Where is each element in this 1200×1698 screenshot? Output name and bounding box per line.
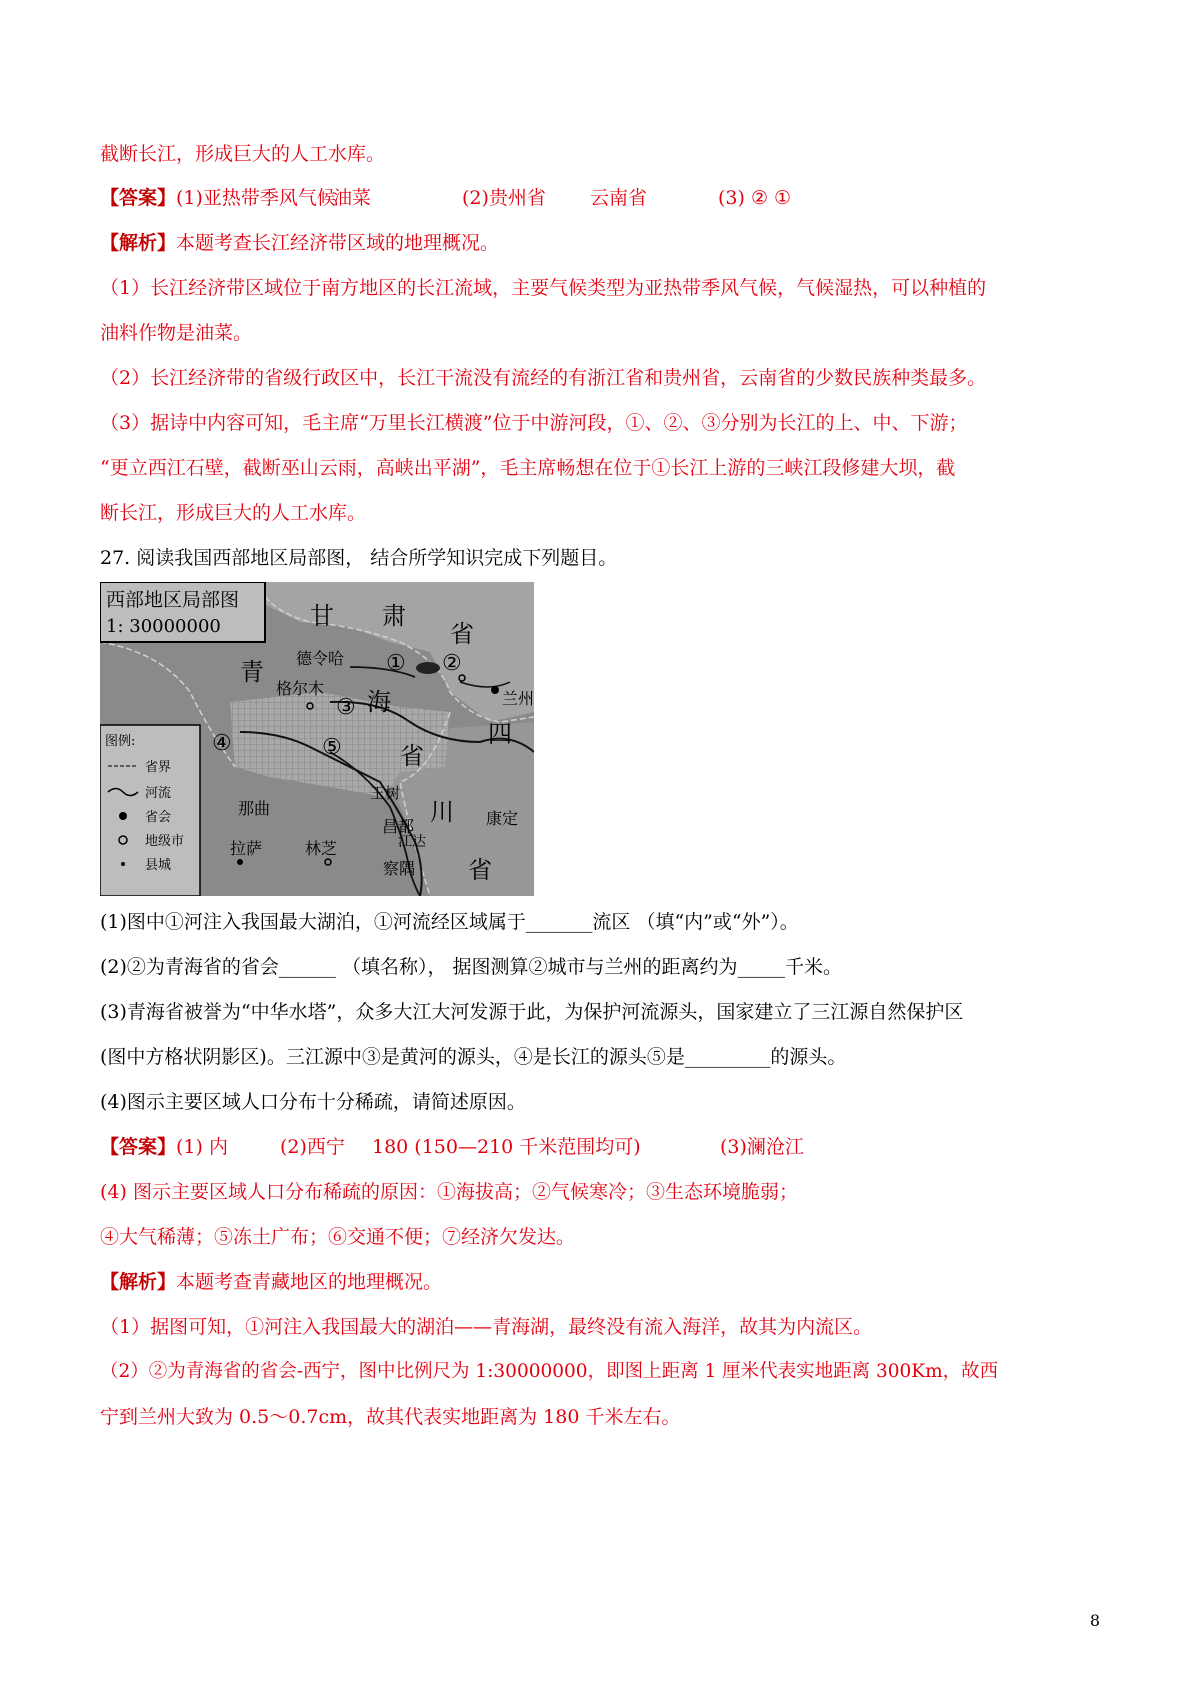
answer-line [100,185,792,211]
text-line [100,1404,680,1430]
paragraph-text: （1）长江经济带区域位于南方地区的长江流域，主要气候类型为亚热带季风气候，气候湿热，可以种植的 [100,277,987,299]
label-yushu: 玉树 [370,784,401,802]
answer-tag: 【答案】 [100,1136,177,1158]
question-text: (3)青海省被誉为“中华水塔”，众多大江大河发源于此，为保护河流源头，国家建立了三江源自然保护区 [100,1001,964,1023]
question-text: (4)图示主要区域人口分布十分稀疏，请简述原因。 [100,1091,526,1113]
label-changdu: 昌都 [382,817,415,836]
text-line [100,500,366,526]
label-si: 四 [488,720,512,748]
answer-text: (1)亚热带季风气候 [176,187,336,209]
label-lasa: 拉萨 [230,839,263,858]
text-line [100,320,252,346]
marker-5: ⑤ [322,735,342,760]
question-text: (图中方格状阴影区)。三江源中③是黄河的源头，④是长江的源头⑤是_________的源头。 [100,1046,847,1068]
explanation-tag: 【解析】 [100,1271,177,1293]
question-27-3 [100,999,963,1025]
explanation-tag: 【解析】 [100,232,177,254]
label-hai: 海 [367,688,391,716]
paragraph-text: 油料作物是油菜。 [100,322,253,344]
question-27-4 [100,1089,526,1115]
qinghai-lake [416,662,440,674]
text-line [100,275,986,301]
label-sheng: 省 [400,742,424,770]
label-geermu: 格尔木 [276,679,325,698]
answer-text: 云南省 [590,187,648,209]
label-delingha: 德令哈 [296,649,345,668]
legend-item: 河流 [145,786,172,801]
text-line [100,1359,998,1385]
answer-line [100,1134,804,1160]
question-27-3-cont [100,1044,846,1070]
marker-4: ④ [212,731,232,756]
label-lanzhou: 兰州 [502,689,534,708]
legend-item: 县城 [145,858,172,873]
paragraph-text: “更立西江石壁，截断巫山云雨，高峡出平湖”，毛主席畅想在位于①长江上游的三峡江段修建大坝，截 [100,457,956,479]
lhasa-marker [237,859,243,865]
lanzhou-marker [491,686,499,694]
label-sheng: 省 [468,856,492,884]
map-scale: 1: 30000000 [106,616,221,637]
text-line [100,1224,575,1250]
paragraph-text: （3）据诗中内容可知，毛主席“万里长江横渡”位于中游河段，①、②、③分别为长江的上、中、下游； [100,412,968,434]
paragraph-text: ④大气稀薄；⑤冻土广布；⑥交通不便；⑦经济欠发达。 [100,1226,576,1248]
western-region-map [100,582,534,896]
question-27-1 [100,909,799,935]
answer-text: (1) 内 [176,1136,228,1158]
text-line [100,410,968,436]
explanation-line [100,230,499,256]
label-gan: 甘 [310,602,334,630]
legend-county-symbol [121,862,125,866]
answer-text: (2)西宁 [280,1136,345,1158]
question-text: (1)图中①河注入我国最大湖泊，①河流经区域属于_______流区 （填“内”或“外”）。 [100,911,799,933]
answer-text: 油菜 [333,187,372,209]
text-line [100,455,955,481]
label-qing: 青 [240,658,264,686]
explanation-text: 本题考查长江经济带区域的地理概况。 [176,232,500,254]
paragraph-text: 宁到兰州大致为 0.5～0.7cm，故其代表实地距离为 180 千米左右。 [100,1406,681,1428]
answer-text: 180 (150—210 千米范围均可) [372,1136,641,1158]
explanation-text: 本题考查青藏地区的地理概况。 [176,1271,443,1293]
label-sheng: 省 [450,620,474,648]
text-line [100,1179,798,1205]
page-number: 8 [1089,1611,1100,1630]
marker-2: ② [442,651,462,676]
question-27 [100,545,617,571]
text-line [100,365,986,391]
answer-text: (3)澜沧江 [720,1136,804,1158]
legend-item: 地级市 [145,834,185,849]
label-su: 肃 [382,602,406,630]
label-chuan: 川 [430,798,454,826]
paragraph-text: （2）②为青海省的省会-西宁，图中比例尺为 1:30000000，即图上距离 1 厘米代表实地距离 300Km，故西 [100,1361,999,1382]
legend-capital-symbol [119,812,127,820]
marker-3: ③ [336,695,356,720]
legend-item: 省会 [145,810,172,825]
paragraph-text: (4) 图示主要区域人口分布稀疏的原因：①海拔高；②气候寒冷；③生态环境脆弱； [100,1181,798,1203]
answer-tag: 【答案】 [100,187,177,209]
text-line [100,141,385,167]
text-line [100,1314,872,1340]
question-text: 27. 阅读我国西部地区局部图， 结合所学知识完成下列题目。 [100,547,618,569]
question-text: (2)②为青海省的省会______ （填名称）， 据图测算②城市与兰州的距离约为_____千米。 [100,956,842,978]
label-naqu: 那曲 [238,799,271,818]
label-jiangda: 江达 [398,834,426,850]
explanation-line [100,1269,442,1295]
map-title: 西部地区局部图 [106,589,240,611]
paragraph-text: 断长江，形成巨大的人工水库。 [100,502,367,524]
answer-text: (2)贵州省 [462,187,546,209]
label-kangding: 康定 [486,809,519,828]
answer-text: (3) ② ① [718,187,792,209]
label-chayu: 察隅 [383,859,416,878]
question-27-2 [100,954,842,980]
paragraph-text: （1）据图可知，①河注入我国最大的湖泊——青海湖，最终没有流入海洋，故其为内流区。 [100,1316,873,1338]
marker-1: ① [386,651,406,676]
legend-item: 省界 [145,760,172,775]
legend-title: 图例: [105,734,136,749]
paragraph-text: 截断长江，形成巨大的人工水库。 [100,143,386,165]
paragraph-text: （2）长江经济带的省级行政区中，长江干流没有流经的有浙江省和贵州省，云南省的少数民族种类最多。 [100,367,987,389]
label-linzhi: 林芝 [305,839,338,858]
